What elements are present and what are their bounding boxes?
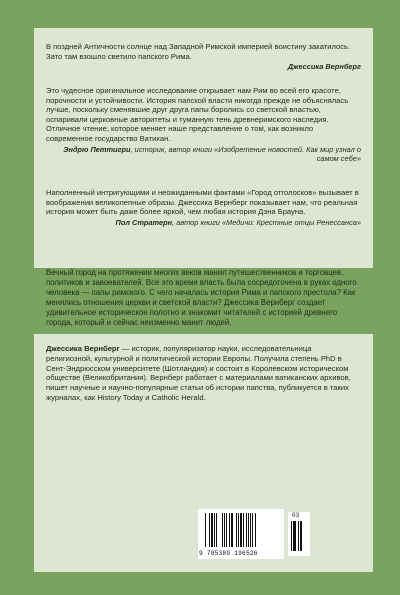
quote-text: Наполненный интригующими и неожиданными фактами «Город отголосков» вызывает в воображении великолепные образы. Джессика Вернберг показывает нам, что реальная история может быть даже более яркой, чем любая история Дэна Брауна. [46,188,359,217]
barcode-addon-number: 03 [292,512,300,519]
book-description [34,268,373,340]
author-panel [34,334,373,572]
quote-author: Эндрю Петтигри [63,144,131,154]
quote-3 [46,188,361,227]
quote-text: В поздней Античности солнце над Западной Римской империей воистину закатилось. Зато там взошло светило папского Рима. [46,42,351,61]
quote-attribution [46,145,361,163]
author-bio [46,344,359,403]
author-name: Джессика Вернберг [46,344,120,353]
quote-1 [46,42,361,71]
barcode-bar [258,513,259,547]
isbn-barcode [198,509,284,559]
barcode-addon [288,512,310,556]
quote-attribution [46,218,361,227]
barcode-bars [205,513,279,547]
quote-attribution [46,62,361,71]
barcode-bar [300,521,302,551]
quote-role: , историк, автор книги «Изобретение новостей. Как мир узнал о самом себе» [130,144,361,163]
reviews-panel [34,28,373,290]
barcode-addon-bars [291,521,307,551]
quote-author: Пол Стратерн [115,217,173,227]
quote-author: Джессика Вернберг [287,62,361,72]
barcode-number: 9 785389 196526 [199,550,258,557]
description-text: Вечный город на протяжении многих веков манил путешественников и торговцев, политиков и завоевателей. Все это время власть была сосредоточена в руках одного человека — папы римского. С чего началась история Рима и папского престола? Как менялись отношения церкви и светской власти? Джессика Вернберг создает удивительное историческое полотно и знакомит читателей с историей древнего города, который и сейчас неизменно манит людей. [46,268,357,327]
author-bio-text: — историк, популяризатор науки, исследовательница религиозной, культурной и политической истории Европы. Получила степень PhD в Сент-Эндрюсском университете (Шотландия) и состоит в Королевском историческом обществе (Великобритания). Вернберг работает с материалами ватиканских архивов, пишет научные и научно-популярные статьи об истории папства, публикуется в таких журналах, как History Today и Catholic Herald. [46,344,351,402]
quote-role: , автор книги «Медичи: Крестные отцы Ренессанса» [172,217,361,227]
quote-text: Это чудесное оригинальное исследование открывает нам Рим во всей его красоте, порочности и устойчивости. История папской власти никогда прежде не объяснялась лучше, поскольку сменявшие друг друга папы боролись со светской властью, оспаривали церковные авторитеты и туманную тень древнеримского наследия. Отличное чтение, которое меняет наше представление о том, как возникло современное государство Ватикан. [46,86,349,143]
quote-2 [46,86,361,163]
